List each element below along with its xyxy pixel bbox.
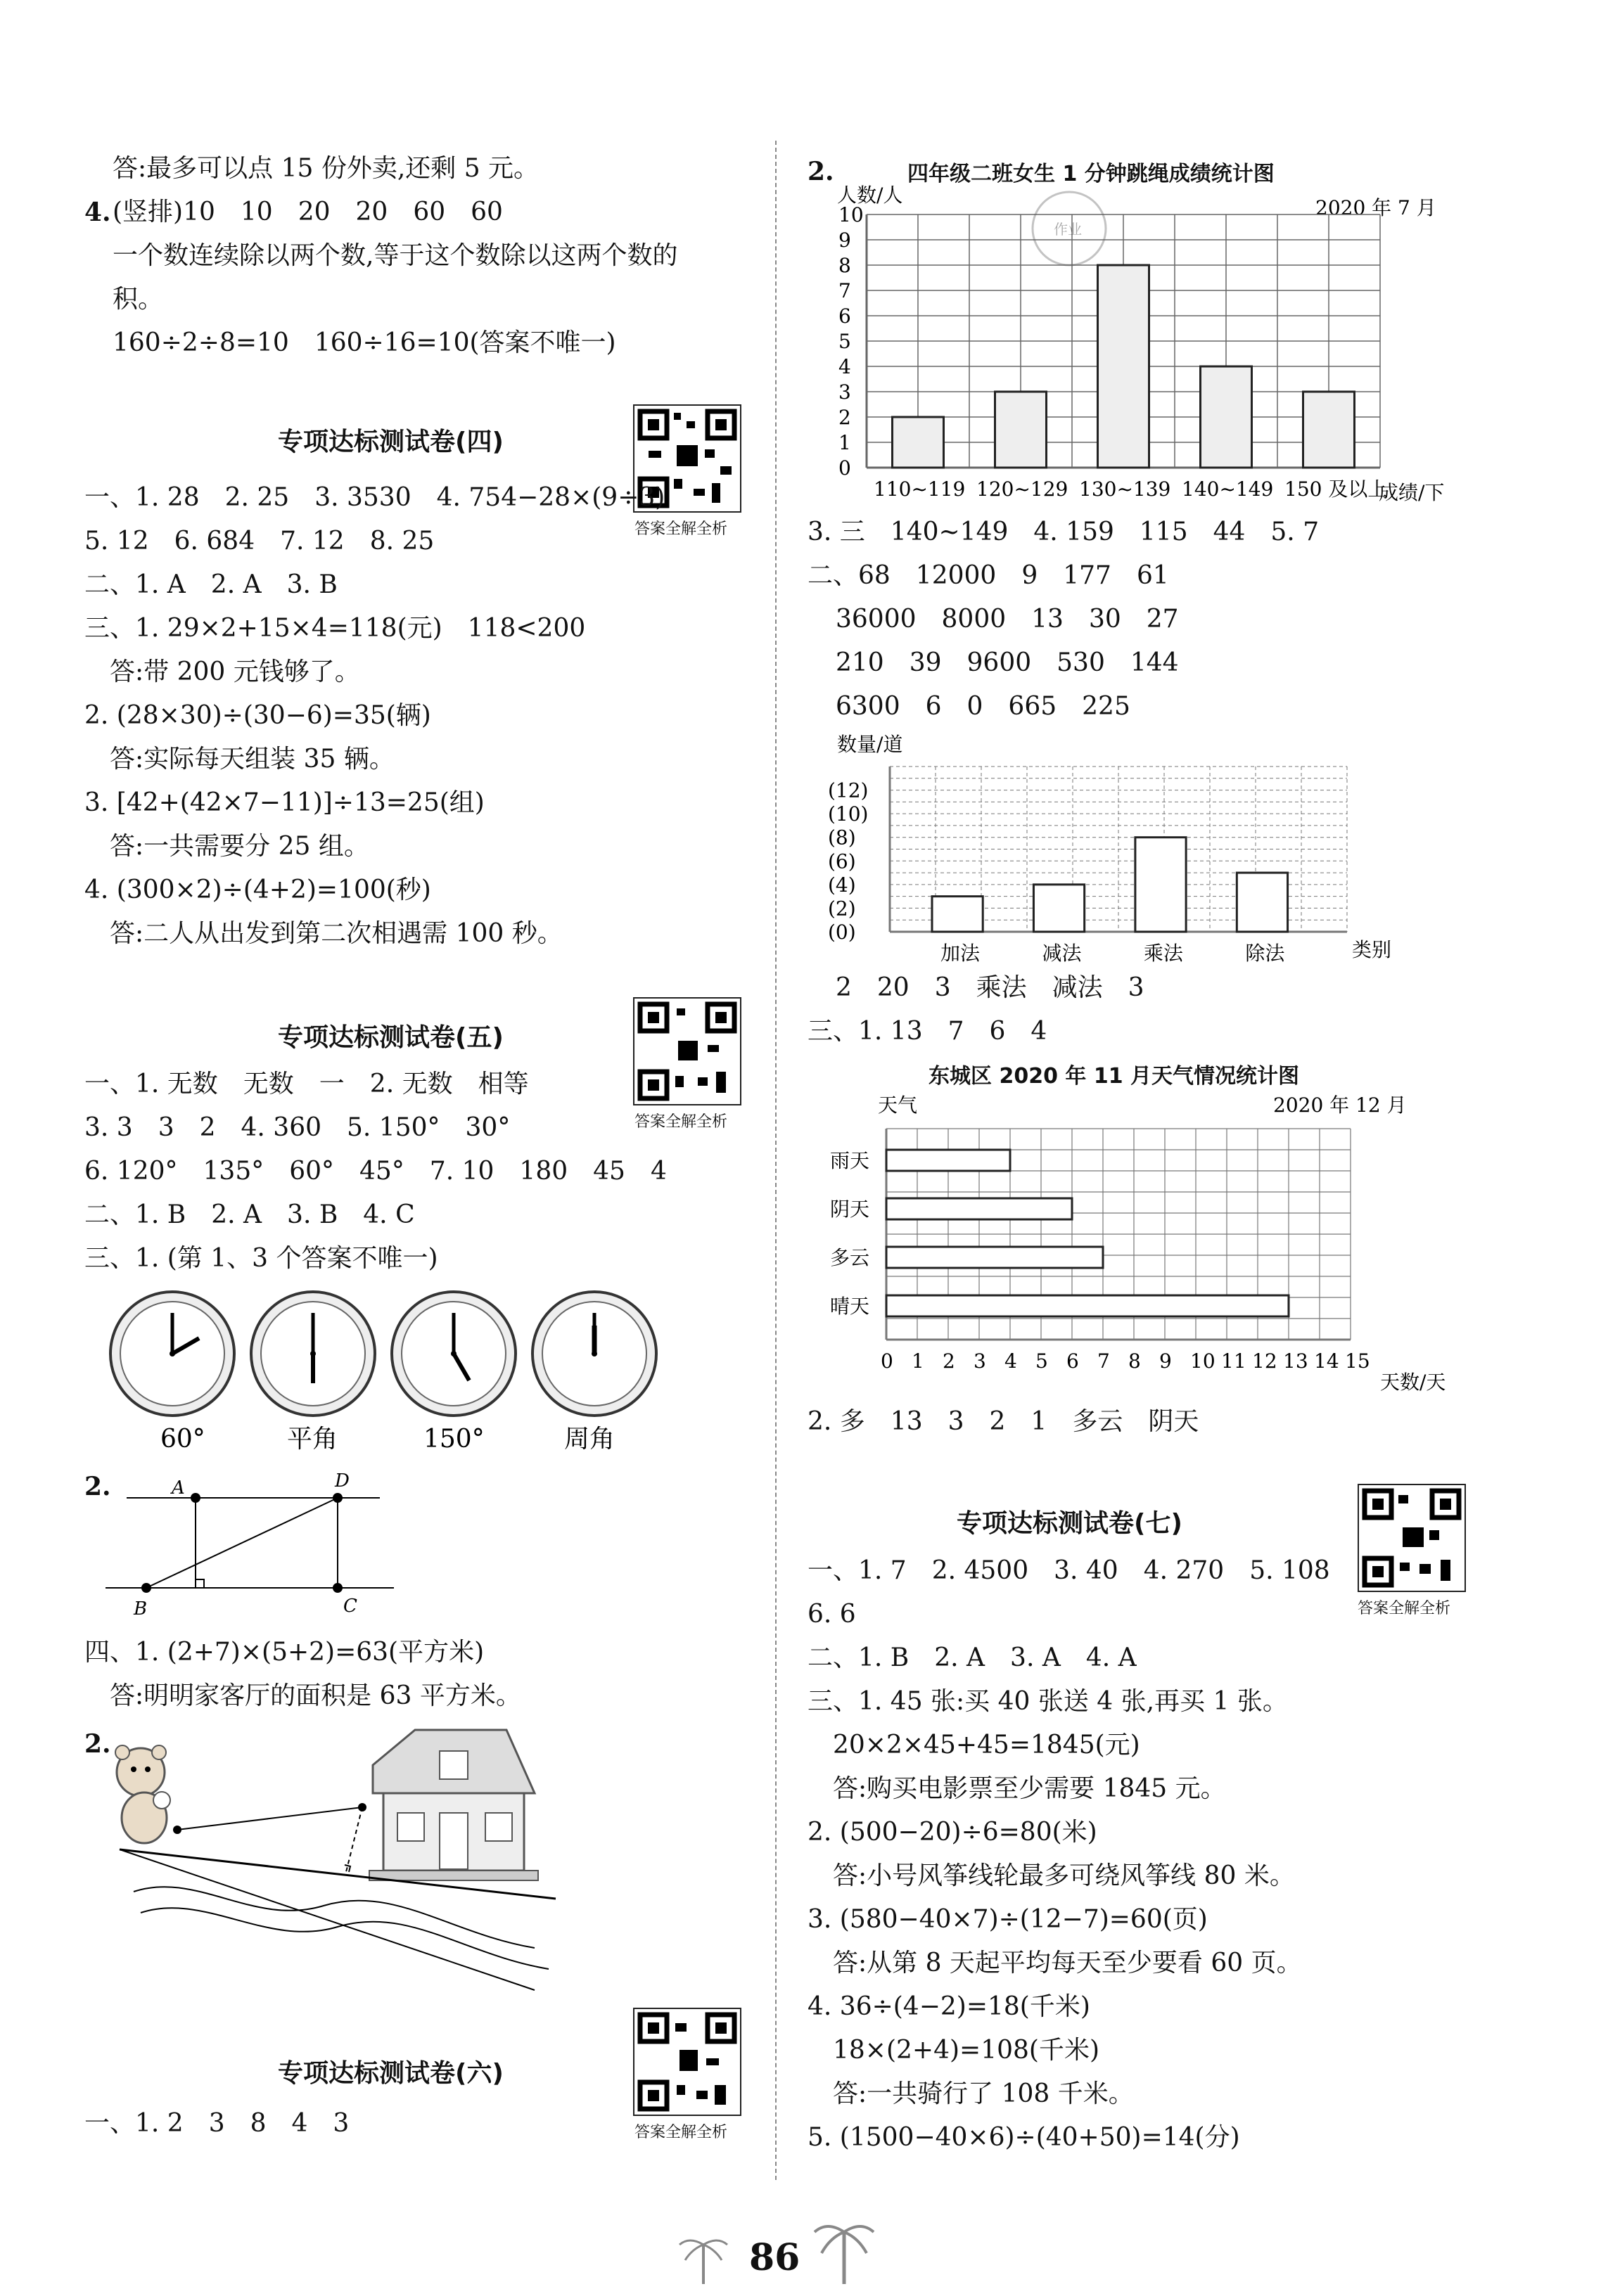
chart-title: 四年级二班女生 1 分钟跳绳成绩统计图 — [907, 162, 1275, 186]
qr-caption: 答案全解全析 — [1358, 1600, 1451, 1617]
chart-bar — [1201, 366, 1252, 468]
x-tick-label: 10 — [1190, 1349, 1215, 1373]
answer-line: 36000 8000 13 30 27 — [836, 605, 1179, 634]
answer-line: 6. 120° 135° 60° 45° 7. 10 180 45 4 — [84, 1157, 667, 1186]
clock-icon — [392, 1292, 516, 1416]
answer-line: 160÷2÷8=10 160÷16=10(答案不唯一) — [113, 328, 616, 357]
answer-line: 一个数连续除以两个数,等于这个数除以这两个数的 — [113, 241, 678, 270]
y-tick-label: 4 — [838, 355, 851, 378]
answer-line: 一、1. 7 2. 4500 3. 40 4. 270 5. 108 — [808, 1556, 1330, 1585]
answer-line: 三、1. (第 1、3 个答案不唯一) — [84, 1244, 438, 1273]
answer-line: 4. (300×2)÷(4+2)=100(秒) — [84, 876, 431, 904]
clock-label: 周角 — [564, 1425, 615, 1454]
y-tick-label: 10 — [838, 203, 864, 226]
answer-line: 一、1. 无数 无数 一 2. 无数 相等 — [84, 1070, 529, 1098]
x-tick-label: 14 — [1314, 1349, 1339, 1373]
y-tick-label: (12) — [828, 778, 869, 802]
x-tick-label: 乘法 — [1143, 942, 1183, 965]
answer-line: (竖排)10 10 20 20 60 60 — [113, 198, 503, 226]
y-tick-label: (0) — [828, 921, 856, 944]
answer-line: 2. 多 13 3 2 1 多云 阴天 — [808, 1407, 1199, 1436]
answer-line: 2. (500−20)÷6=80(米) — [808, 1818, 1097, 1847]
y-tick-label: 晴天 — [830, 1295, 870, 1318]
x-tick-label: 4 — [1004, 1349, 1017, 1373]
x-tick-label: 11 — [1221, 1349, 1246, 1373]
point-label: A — [172, 1477, 185, 1499]
y-tick-label: 3 — [838, 380, 851, 404]
answer-line: 四、1. (2+7)×(5+2)=63(平方米) — [84, 1638, 485, 1667]
x-tick-label: 9 — [1159, 1349, 1172, 1373]
x-tick-label: 12 — [1252, 1349, 1277, 1373]
qr-code-icon[interactable] — [633, 997, 741, 1105]
chart-bar — [893, 417, 944, 468]
qr-caption: 答案全解全析 — [634, 1113, 728, 1131]
point-label: D — [335, 1470, 350, 1492]
y-tick-label: (6) — [828, 849, 856, 873]
clock-label: 平角 — [287, 1425, 338, 1454]
qr-caption: 答案全解全析 — [634, 2124, 728, 2141]
clock-label: 150° — [423, 1425, 485, 1454]
chart-bar — [1135, 838, 1186, 932]
chart-bar — [886, 1247, 1103, 1268]
x-tick-label: 120~129 — [976, 477, 1068, 501]
point-label: C — [343, 1596, 357, 1617]
y-tick-label: 9 — [838, 229, 851, 252]
chart-date: 2020 年 12 月 — [1273, 1094, 1407, 1117]
bear-icon — [115, 1745, 170, 1843]
x-tick-label: 13 — [1283, 1349, 1308, 1373]
chart-problem-types — [823, 724, 1442, 967]
answer-line: 二、1. B 2. A 3. B 4. C — [84, 1200, 415, 1229]
qr-pattern — [634, 999, 740, 1104]
chart-bar — [1033, 885, 1084, 932]
clock-icon — [110, 1292, 234, 1416]
geometry-figure — [98, 1470, 408, 1631]
answer-line: 答:二人从出发到第二次相遇需 100 秒。 — [84, 919, 563, 948]
answer-line: 一、1. 2 3 8 4 3 — [84, 2109, 350, 2138]
section-title-4: 专项达标测试卷(四) — [278, 428, 504, 456]
chart-weather — [823, 1086, 1470, 1396]
y-tick-label: 0 — [838, 456, 851, 480]
x-tick-label: 2 — [943, 1349, 955, 1373]
page-number: 86 — [749, 2236, 800, 2279]
qr-code-icon[interactable] — [1358, 1484, 1466, 1592]
chart-title: 东城区 2020 年 11 月天气情况统计图 — [929, 1064, 1300, 1089]
chart-date: 2020 年 7 月 — [1315, 196, 1436, 219]
answer-line: 6. 6 — [808, 1600, 856, 1629]
answer-line: 答:明明家客厅的面积是 63 平方米。 — [84, 1681, 521, 1710]
answer-line: 答:从第 8 天起平均每天至少要看 60 页。 — [808, 1949, 1302, 1977]
answer-line: 二、1. A 2. A 3. B — [84, 570, 338, 599]
x-tick-label: 0 — [881, 1349, 893, 1373]
x-tick-label: 减法 — [1042, 942, 1082, 965]
question-number: 4. — [84, 198, 111, 227]
x-tick-label: 110~119 — [874, 477, 966, 501]
answer-line: 一、1. 28 2. 25 3. 3530 4. 754−28×(9÷3) — [84, 483, 665, 512]
qr-code-icon[interactable] — [633, 2008, 741, 2116]
y-tick-label: (8) — [828, 826, 856, 849]
answer-line: 6300 6 0 665 225 — [836, 692, 1130, 721]
x-tick-label: 130~139 — [1079, 477, 1171, 501]
x-tick-label: 7 — [1097, 1349, 1110, 1373]
chart-y-label: 数量/道 — [837, 733, 903, 756]
answer-line: 答:一共需要分 25 组。 — [84, 832, 369, 861]
answer-line: 答:带 200 元钱够了。 — [84, 658, 360, 686]
qr-pattern — [1359, 1485, 1465, 1591]
answer-line: 210 39 9600 530 144 — [836, 648, 1179, 677]
x-tick-label: 140~149 — [1182, 477, 1274, 501]
answer-line: 20×2×45+45=1845(元) — [808, 1731, 1140, 1759]
chart-x-label: 类别 — [1352, 938, 1392, 961]
answer-line: 4. 36÷(4−2)=18(千米) — [808, 1992, 1090, 2021]
answer-line: 18×(2+4)=108(千米) — [808, 2036, 1100, 2065]
x-tick-label: 1 — [912, 1349, 924, 1373]
chart-bar — [932, 897, 983, 932]
point-label: B — [134, 1598, 148, 1620]
answer-line: 答:一共骑行了 108 千米。 — [808, 2079, 1134, 2108]
chart-bar — [886, 1295, 1289, 1316]
answer-line: 2. (28×30)÷(30−6)=35(辆) — [84, 701, 431, 730]
y-tick-label: 多云 — [830, 1246, 870, 1269]
chart-bar — [995, 392, 1047, 468]
clock-label: 60° — [160, 1425, 205, 1454]
x-tick-label: 3 — [974, 1349, 986, 1373]
answer-line: 三、1. 13 7 6 4 — [808, 1017, 1047, 1046]
chart-bar — [886, 1150, 1010, 1171]
y-tick-label: (10) — [828, 802, 869, 826]
bear-house-illustration — [113, 1723, 563, 1997]
chart-x-label: 天数/天 — [1380, 1371, 1446, 1394]
answer-line: 3. [42+(42×7−11)]÷13=25(组) — [84, 788, 485, 817]
clock-figures — [106, 1287, 668, 1470]
chart-bar — [1237, 873, 1287, 932]
answer-line: 三、1. 29×2+15×4=118(元) 118<200 — [84, 614, 586, 643]
chart-bar — [1303, 392, 1355, 468]
x-tick-label: 除法 — [1245, 942, 1285, 965]
answer-line: 5. 12 6. 684 7. 12 8. 25 — [84, 527, 435, 556]
x-tick-label: 150 及以上 — [1284, 477, 1388, 501]
svg-text:作业: 作业 — [1054, 221, 1082, 238]
answer-line: 3. 3 3 2 4. 360 5. 150° 30° — [84, 1113, 511, 1142]
palm-tree-icon — [675, 2229, 732, 2285]
answer-line: 二、68 12000 9 177 61 — [808, 561, 1169, 590]
x-tick-label: 8 — [1128, 1349, 1141, 1373]
section-title-7: 专项达标测试卷(七) — [957, 1509, 1182, 1538]
y-tick-label: 阴天 — [830, 1198, 870, 1221]
answer-line: 三、1. 45 张:买 40 张送 4 张,再买 1 张。 — [808, 1687, 1288, 1716]
qr-caption: 答案全解全析 — [634, 520, 728, 538]
chart-jump-rope — [823, 179, 1484, 513]
section-title-6: 专项达标测试卷(六) — [278, 2059, 504, 2088]
question-number: 2. — [84, 1472, 111, 1501]
x-tick-label: 加法 — [940, 942, 981, 965]
answer-line: 答:实际每天组装 35 辆。 — [84, 745, 395, 774]
answer-line: 积。 — [113, 285, 164, 314]
y-tick-label: (4) — [828, 873, 856, 897]
x-tick-label: 15 — [1345, 1349, 1370, 1373]
clock-icon — [251, 1292, 375, 1416]
answer-line: 答:最多可以点 15 份外卖,还剩 5 元。 — [113, 154, 540, 183]
y-tick-label: 2 — [838, 406, 851, 429]
chart-bar — [1098, 265, 1149, 468]
y-tick-label: 1 — [838, 431, 851, 454]
question-number: 2. — [808, 157, 834, 186]
x-tick-label: 5 — [1035, 1349, 1048, 1373]
y-tick-label: (2) — [828, 897, 856, 921]
y-tick-label: 5 — [838, 330, 851, 353]
answer-line: 2 20 3 乘法 减法 3 — [836, 973, 1144, 1002]
qr-pattern — [634, 2009, 740, 2115]
y-tick-label: 7 — [838, 279, 851, 302]
answer-line: 3. (580−40×7)÷(12−7)=60(页) — [808, 1905, 1208, 1934]
x-tick-label: 6 — [1066, 1349, 1079, 1373]
answer-line: 答:购买电影票至少需要 1845 元。 — [808, 1774, 1226, 1803]
chart-y-label: 人数/人 — [837, 184, 903, 207]
house-icon — [369, 1730, 538, 1880]
answer-line: 3. 三 140~149 4. 159 115 44 5. 7 — [808, 518, 1320, 546]
y-tick-label: 雨天 — [830, 1149, 870, 1172]
stamp-watermark — [1033, 192, 1106, 265]
clock-icon — [532, 1292, 656, 1416]
column-divider — [775, 141, 777, 2180]
answer-line: 答:小号风筝线轮最多可绕风筝线 80 米。 — [808, 1861, 1295, 1890]
y-tick-label: 6 — [838, 304, 851, 328]
chart-x-label: 成绩/下 — [1379, 481, 1445, 504]
answer-line: 二、1. B 2. A 3. A 4. A — [808, 1643, 1137, 1672]
chart-y-label: 天气 — [878, 1094, 918, 1117]
answer-line: 5. (1500−40×6)÷(40+50)=14(分) — [808, 2123, 1240, 2152]
section-title-5: 专项达标测试卷(五) — [278, 1023, 504, 1052]
question-number: 2. — [84, 1729, 111, 1759]
chart-bar — [886, 1198, 1072, 1219]
palm-tree-icon — [809, 2215, 879, 2285]
y-tick-label: 8 — [838, 254, 851, 277]
